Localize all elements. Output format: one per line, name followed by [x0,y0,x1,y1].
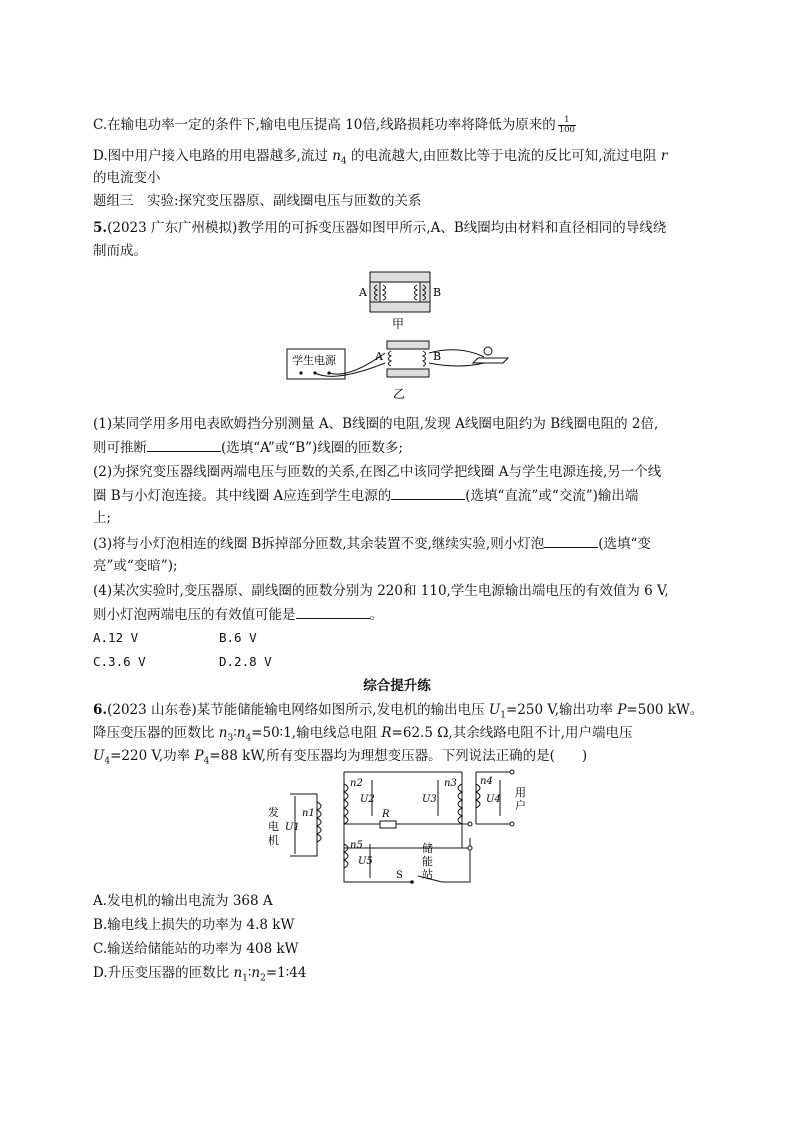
fig-jia-caption: 甲 [392,317,405,331]
storage-label-2: 能 [422,855,433,868]
q5-part3-line1 [93,533,651,554]
q5-part1-line2 [93,437,403,458]
label-r: R [382,809,390,820]
q6-text-g: =220 V,功率 [110,748,195,764]
var-r: R [381,725,392,741]
q6-option-b[interactable]: B.输电线上损失的功率为 4.8 kW [93,917,295,933]
q6-text-c: =500 kW。 [626,702,704,718]
label-u2: U2 [360,794,375,805]
var-sub: 4 [104,756,111,767]
label-u4: U4 [486,794,501,805]
q5-part4-text-b: 。 [369,607,383,623]
answer-blank-4[interactable] [296,604,370,619]
q5-stem-line1 [93,218,666,238]
q5-part1-line1: (1)某同学用多用电表欧姆挡分别测量 A、B线圈的电阻,发现 A线圈电阻约为 B线圈电阻的 2倍, [93,416,659,432]
storage-label-3: 站 [422,868,433,881]
q5-part3-line2: 亮”或“变暗”); [93,558,178,574]
label-u1: U1 [285,822,300,833]
q5-number: 5. [93,220,108,236]
label-u3: U3 [422,794,437,805]
q5-part4-line2 [93,604,383,625]
q6-option-a[interactable]: A.发电机的输出电流为 368 A [93,893,273,909]
fig-jia-label-b: B [433,286,442,299]
label-n4: n4 [480,776,493,787]
q4-option-d-line1 [93,146,667,172]
user-label-2: 户 [515,799,526,812]
group3-heading: 题组三 实验:探究变压器原、副线圈电压与匝数的关系 [93,193,422,209]
generator-label-2: 电 [268,820,279,833]
q6-option-d[interactable] [93,963,306,989]
var-p: P [194,748,204,764]
q4-option-d-text-a: D.图中用户接入电路的用电器越多,流过 [93,148,333,164]
answer-blank-3[interactable] [544,533,598,548]
label-n1: n1 [302,808,315,819]
q5-option-a[interactable]: A.12 V [93,630,139,645]
label-n2: n2 [350,778,363,789]
colon: ∶ [233,725,237,741]
q5-part2-text-a: 圈 B与小灯泡连接。其中线圈 A应连到学生电源的 [93,488,392,504]
q5-part3-text-a: (3)将与小灯泡相连的线圈 B拆掉部分匝数,其余装置不变,继续实验,则小灯泡 [93,536,545,552]
section-heading: 综合提升练 [363,678,431,694]
var-n: n [236,725,246,741]
q4-option-c [93,115,576,135]
var-n: n [332,148,341,164]
q5-part2-line2 [93,485,638,506]
var-sub: 1 [500,710,506,721]
q6-option-d-ratio: =1∶44 [265,965,307,981]
q6-text-f: =62.5 Ω,其余线路电阻不计,用户端电压 [391,725,633,741]
var-sub: 4 [203,756,210,767]
fraction-numerator: 1 [558,116,576,126]
q4-option-d-line2: 的电流变小 [93,170,161,186]
fig-yi-label-a: A [375,350,383,363]
var-r: r [660,148,668,164]
q6-stem-line1 [93,700,703,726]
q6-text-d: 降压变压器的匝数比 [93,725,219,741]
var-sub: 4 [245,733,252,744]
storage-label-1: 储 [422,842,433,855]
generator-label-1: 发 [268,806,279,819]
var-sub: 2 [260,973,266,984]
q6-text-h: =88 kW,所有变压器均为理想变压器。下列说法正确的是( ) [209,748,588,764]
q5-stem-line2: 制而成。 [93,243,147,259]
fig-yi-caption: 乙 [393,387,406,401]
fig-yi-label-b: B [433,350,442,363]
answer-blank-2[interactable] [391,485,465,500]
bulb-icon [484,347,492,355]
q6-option-c[interactable]: C.输送给储能站的功率为 408 kW [93,941,299,957]
var-sub: 4 [340,156,347,167]
q5-option-b[interactable]: B.6 V [219,630,257,645]
var-n: n [251,965,261,981]
q6-number: 6. [93,702,108,718]
q6-text-b: =250 V,输出功率 [505,702,618,718]
label-n5: n5 [350,840,363,851]
q4-option-d-text-b: 的电流越大,由匝数比等于电流的反比可知,流过电阻 [346,148,661,164]
q5-part3-text-b: (选填“变 [598,536,651,552]
var-sub: 3 [227,733,234,744]
generator-label-3: 机 [268,834,279,847]
q4-option-c-fraction [558,116,576,135]
q5-part4-line1: (4)某次实验时,变压器原、副线圈的匝数分别为 220和 110,学生电源输出端电压的有效值为 6 V, [93,583,669,599]
q5-stem-text: (2023 广东广州模拟)教学用的可拆变压器如图甲所示,A、B线圈均由材料和直径相同的导线绕 [107,220,667,236]
q5-part4-text-a: 则小灯泡两端电压的有效值可能是 [93,607,296,623]
q5-part2-line1: (2)为探究变压器线圈两端电压与匝数的关系,在图乙中该同学把线圈 A与学生电源连接,另一个线 [93,464,662,480]
label-s: S [396,870,403,881]
answer-blank-1[interactable] [147,437,221,452]
q4-option-c-text: C.在输电功率一定的条件下,输电电压提高 10倍,线路损耗功率将降低为原来的 [93,117,556,133]
figure-jia-transformer [355,268,445,333]
label-u5: U5 [358,856,373,867]
q5-part2-text-b: (选填“直流”或“交流”)输出端 [465,488,639,504]
q6-option-d-text: D.升压变压器的匝数比 [93,965,234,981]
q5-part1-text-a: 则可推断 [93,440,147,456]
q5-part2-line3: 上; [93,510,112,526]
q5-option-d[interactable]: D.2.8 V [219,654,272,669]
figure-yi-setup [283,335,513,405]
var-n: n [218,725,228,741]
label-n3: n3 [444,778,457,789]
user-label-1: 用 [515,786,526,799]
q5-part1-text-b: (选填“A”或“B”)线圈的匝数多; [221,440,403,456]
var-sub: 1 [242,973,248,984]
fraction-denominator: 100 [558,125,575,135]
q6-circuit-diagram [262,766,532,890]
q6-text-e: =50∶1,输电线总电阻 [251,725,382,741]
fig-jia-label-a: A [359,286,367,299]
colon: ∶ [247,965,252,981]
var-p: P [617,702,627,718]
var-u: U [93,748,105,764]
var-n: n [233,965,243,981]
var-u: U [488,702,501,718]
q5-option-c[interactable]: C.3.6 V [93,654,146,669]
q6-stem-line2 [93,723,632,749]
q6-text-a: (2023 山东卷)某节能储能输电网络如图所示,发电机的输出电压 [107,702,489,718]
fig-yi-power-label: 学生电源 [292,354,336,367]
